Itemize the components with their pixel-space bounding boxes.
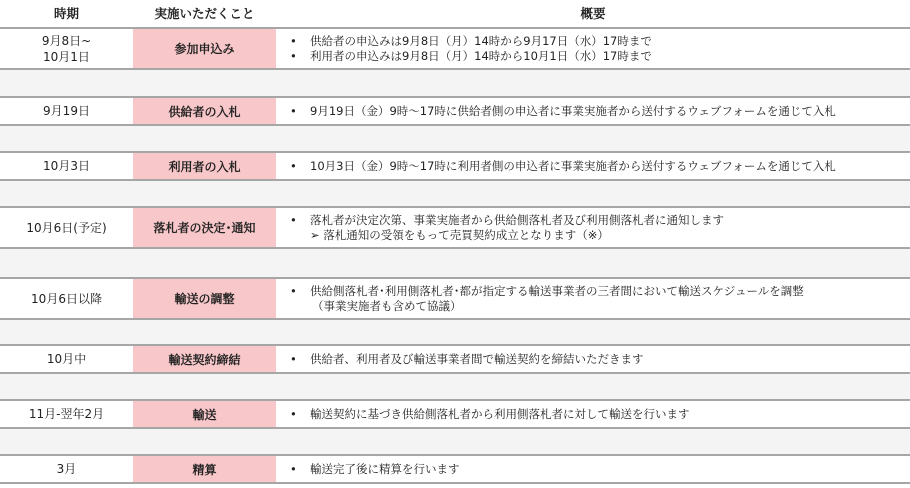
period-cell: 9月8日~ 10月1日: [41, 33, 92, 64]
bullet-icon: •: [290, 283, 297, 298]
action-cell: 利用者の入札: [133, 153, 276, 179]
bullet-icon: •: [290, 406, 297, 421]
summary-cell: [276, 456, 910, 482]
table-row: [0, 151, 910, 181]
table-row: [0, 344, 910, 374]
period-cell: 10月中: [46, 352, 87, 366]
bullet-item: [290, 213, 910, 228]
summary-cell: [276, 208, 910, 247]
period-cell: 10月6日以降: [31, 291, 102, 306]
action-cell: 参加申込み: [133, 29, 276, 68]
period-cell: 11月-翌年2月: [28, 407, 105, 421]
summary-cell: [276, 29, 910, 68]
bullet-item: [290, 284, 910, 299]
row-gap: [0, 429, 910, 454]
bullet-text: 供給者の申込みは9月8日（月）14時から9月17日（水）17時まで: [310, 33, 652, 48]
sub-bullet-item: ➢ 落札通知の受領をもって売買契約成立となります（※）: [310, 227, 609, 242]
bullet-icon: •: [290, 212, 297, 227]
bullet-icon: •: [290, 461, 297, 476]
bullet-text: 利用者の申込みは9月8日（月）14時から10月1日（水）17時まで: [310, 48, 652, 63]
action-cell: 落札者の決定･通知: [133, 208, 276, 247]
bullet-icon: •: [290, 48, 297, 63]
summary-cell: [276, 153, 910, 179]
bullet-item: [290, 159, 910, 174]
table-row: [0, 206, 910, 249]
summary-cell: [276, 346, 910, 372]
summary-cell: [276, 401, 910, 427]
table-row: [0, 96, 910, 126]
table-row: [0, 27, 910, 70]
bullet-text: 10月3日（金）9時～17時に利用者側の申込者に事業実施者から送付するウェブフォームを通じて入札: [310, 158, 836, 173]
period-cell: 3月: [56, 462, 77, 476]
bullet-item: [290, 352, 910, 367]
action-cell: 輸送: [133, 401, 276, 427]
row-gap: [0, 126, 910, 151]
bullet-icon: •: [290, 33, 297, 48]
period-cell: 10月6日(予定): [26, 220, 107, 235]
continuation-text: （事業実施者も含めて協議）: [312, 298, 462, 313]
bullet-item: [290, 49, 910, 64]
bullet-icon: •: [290, 103, 297, 118]
bullet-item: [290, 462, 910, 477]
row-gap: [0, 70, 910, 96]
row-gap: [0, 181, 910, 206]
row-gap: [0, 249, 910, 277]
bullet-text: 輸送契約に基づき供給側落札者から利用側落札者に対して輸送を行います: [310, 406, 690, 421]
table-row: [0, 454, 910, 484]
bullet-text: 9月19日（金）9時～17時に供給者側の申込者に事業実施者から送付するウェブフォームを通じて入札: [310, 103, 836, 118]
row-gap: [0, 320, 910, 344]
header-summary: 概要: [580, 6, 606, 21]
bullet-text: 供給者、利用者及び輸送事業者間で輸送契約を締結いただきます: [310, 351, 644, 366]
bullet-text: 供給側落札者･利用側落札者･都が指定する輸送事業者の三者間において輸送スケジュールを調整: [310, 283, 804, 298]
header-action: 実施いただくこと: [154, 6, 255, 21]
bullet-icon: •: [290, 158, 297, 173]
action-cell: 精算: [133, 456, 276, 482]
summary-cell: [276, 279, 910, 318]
bullet-icon: •: [290, 351, 297, 366]
bullet-item: [290, 34, 910, 49]
summary-cell: [276, 98, 910, 124]
bullet-item: [290, 407, 910, 422]
bullet-item: [290, 104, 910, 119]
bullet-text: 輸送完了後に精算を行います: [310, 461, 460, 476]
action-cell: 輸送契約締結: [133, 346, 276, 372]
period-cell: 9月19日: [43, 104, 90, 118]
table-row: [0, 399, 910, 429]
action-cell: 供給者の入札: [133, 98, 276, 124]
bullet-text: 落札者が決定次第、事業実施者から供給側落札者及び利用側落札者に通知します: [310, 212, 724, 227]
action-cell: 輸送の調整: [133, 279, 276, 318]
table-row: [0, 277, 910, 320]
period-cell: 10月3日: [43, 159, 90, 173]
row-gap: [0, 374, 910, 399]
header-period: 時期: [53, 6, 79, 21]
